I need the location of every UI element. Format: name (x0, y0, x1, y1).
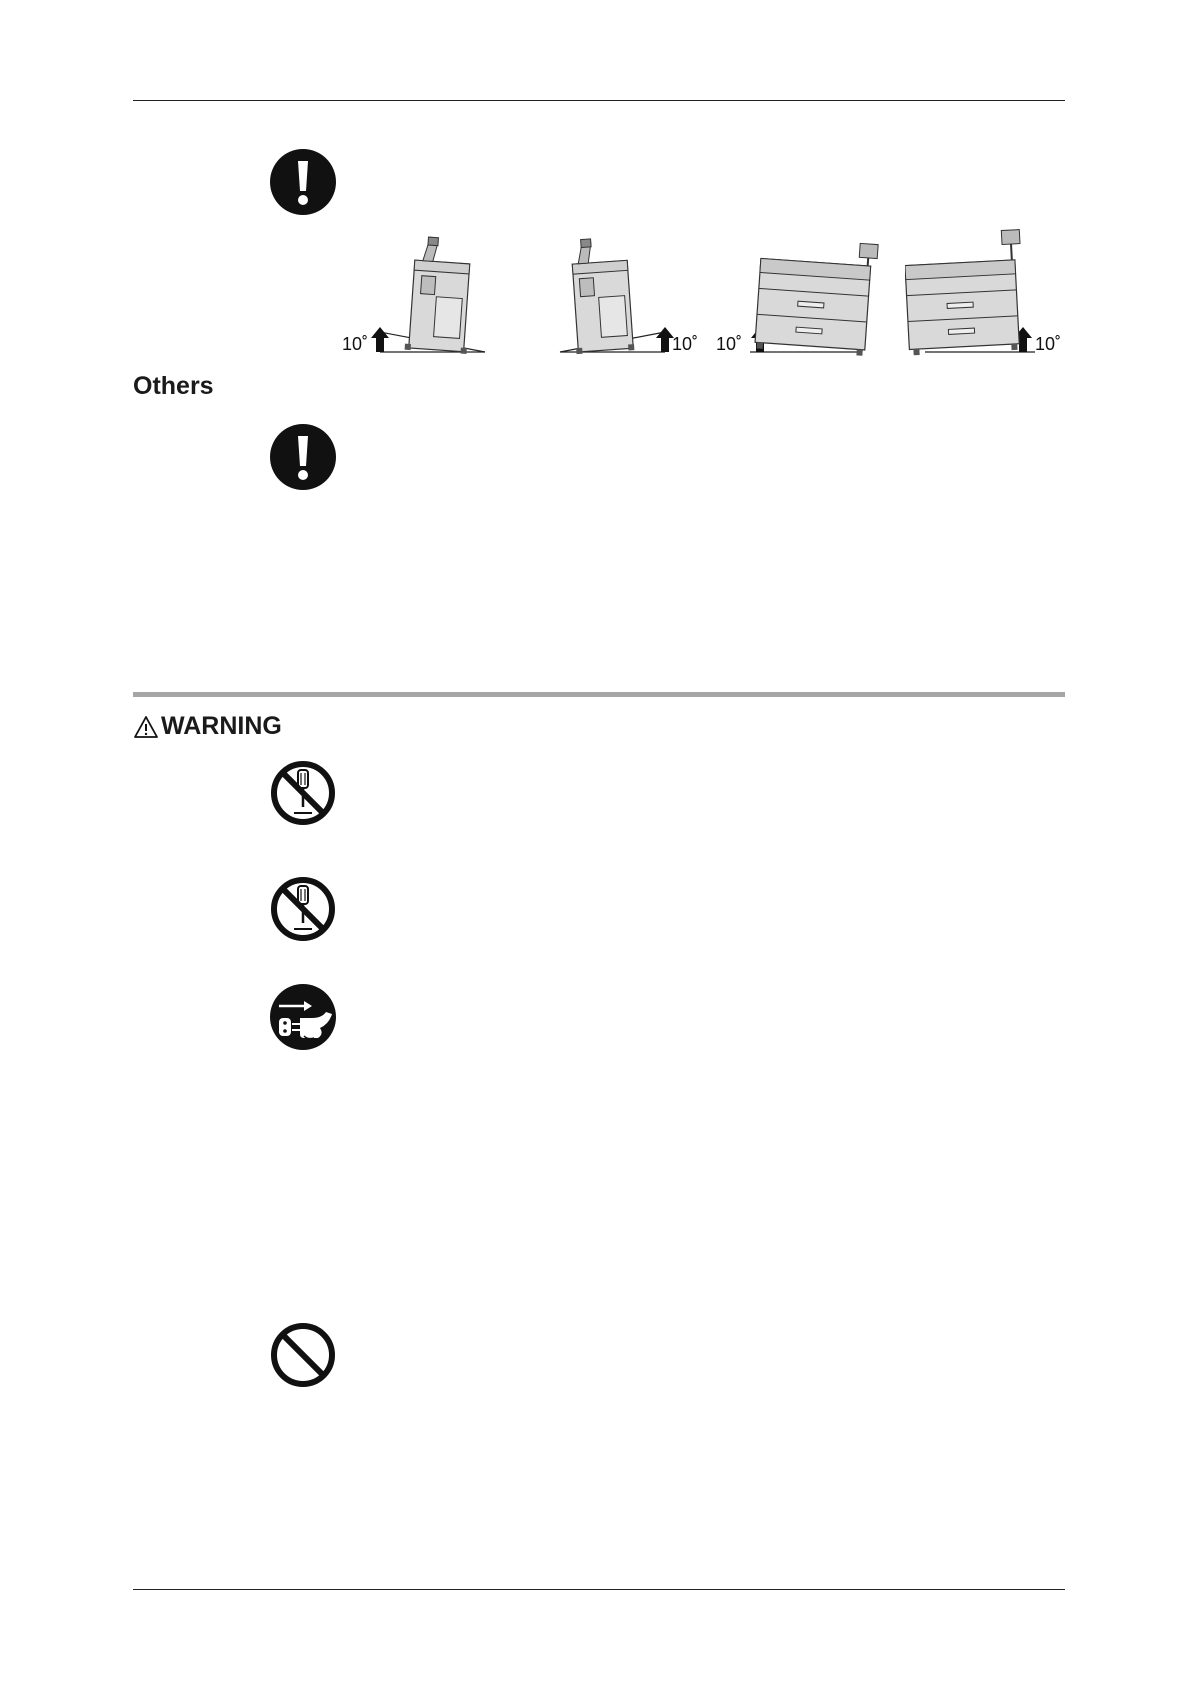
mandatory-action-icon (270, 149, 336, 215)
footer-rule (133, 1589, 1065, 1590)
tilt-angle-label: 10˚ (1035, 334, 1062, 354)
unplug-icon (270, 984, 336, 1050)
warning-triangle-icon (133, 715, 159, 739)
printer-front-tilt-illustration-1 (740, 222, 890, 358)
printer-front-tilt-illustration-2 (905, 222, 1055, 358)
mandatory-action-icon (270, 424, 336, 490)
header-rule (133, 100, 1065, 101)
tilt-angle-label: 10˚ (716, 334, 743, 354)
tilt-angle-label: 10˚ (342, 334, 369, 354)
others-heading: Others (133, 372, 214, 400)
warning-heading-label: WARNING (161, 712, 282, 740)
tilt-angle-label: 10˚ (672, 334, 699, 354)
prohibition-icon (270, 1322, 336, 1388)
no-disassembly-icon (270, 760, 336, 826)
section-divider (133, 692, 1065, 697)
warning-heading (133, 712, 282, 741)
no-disassembly-icon (270, 876, 336, 942)
